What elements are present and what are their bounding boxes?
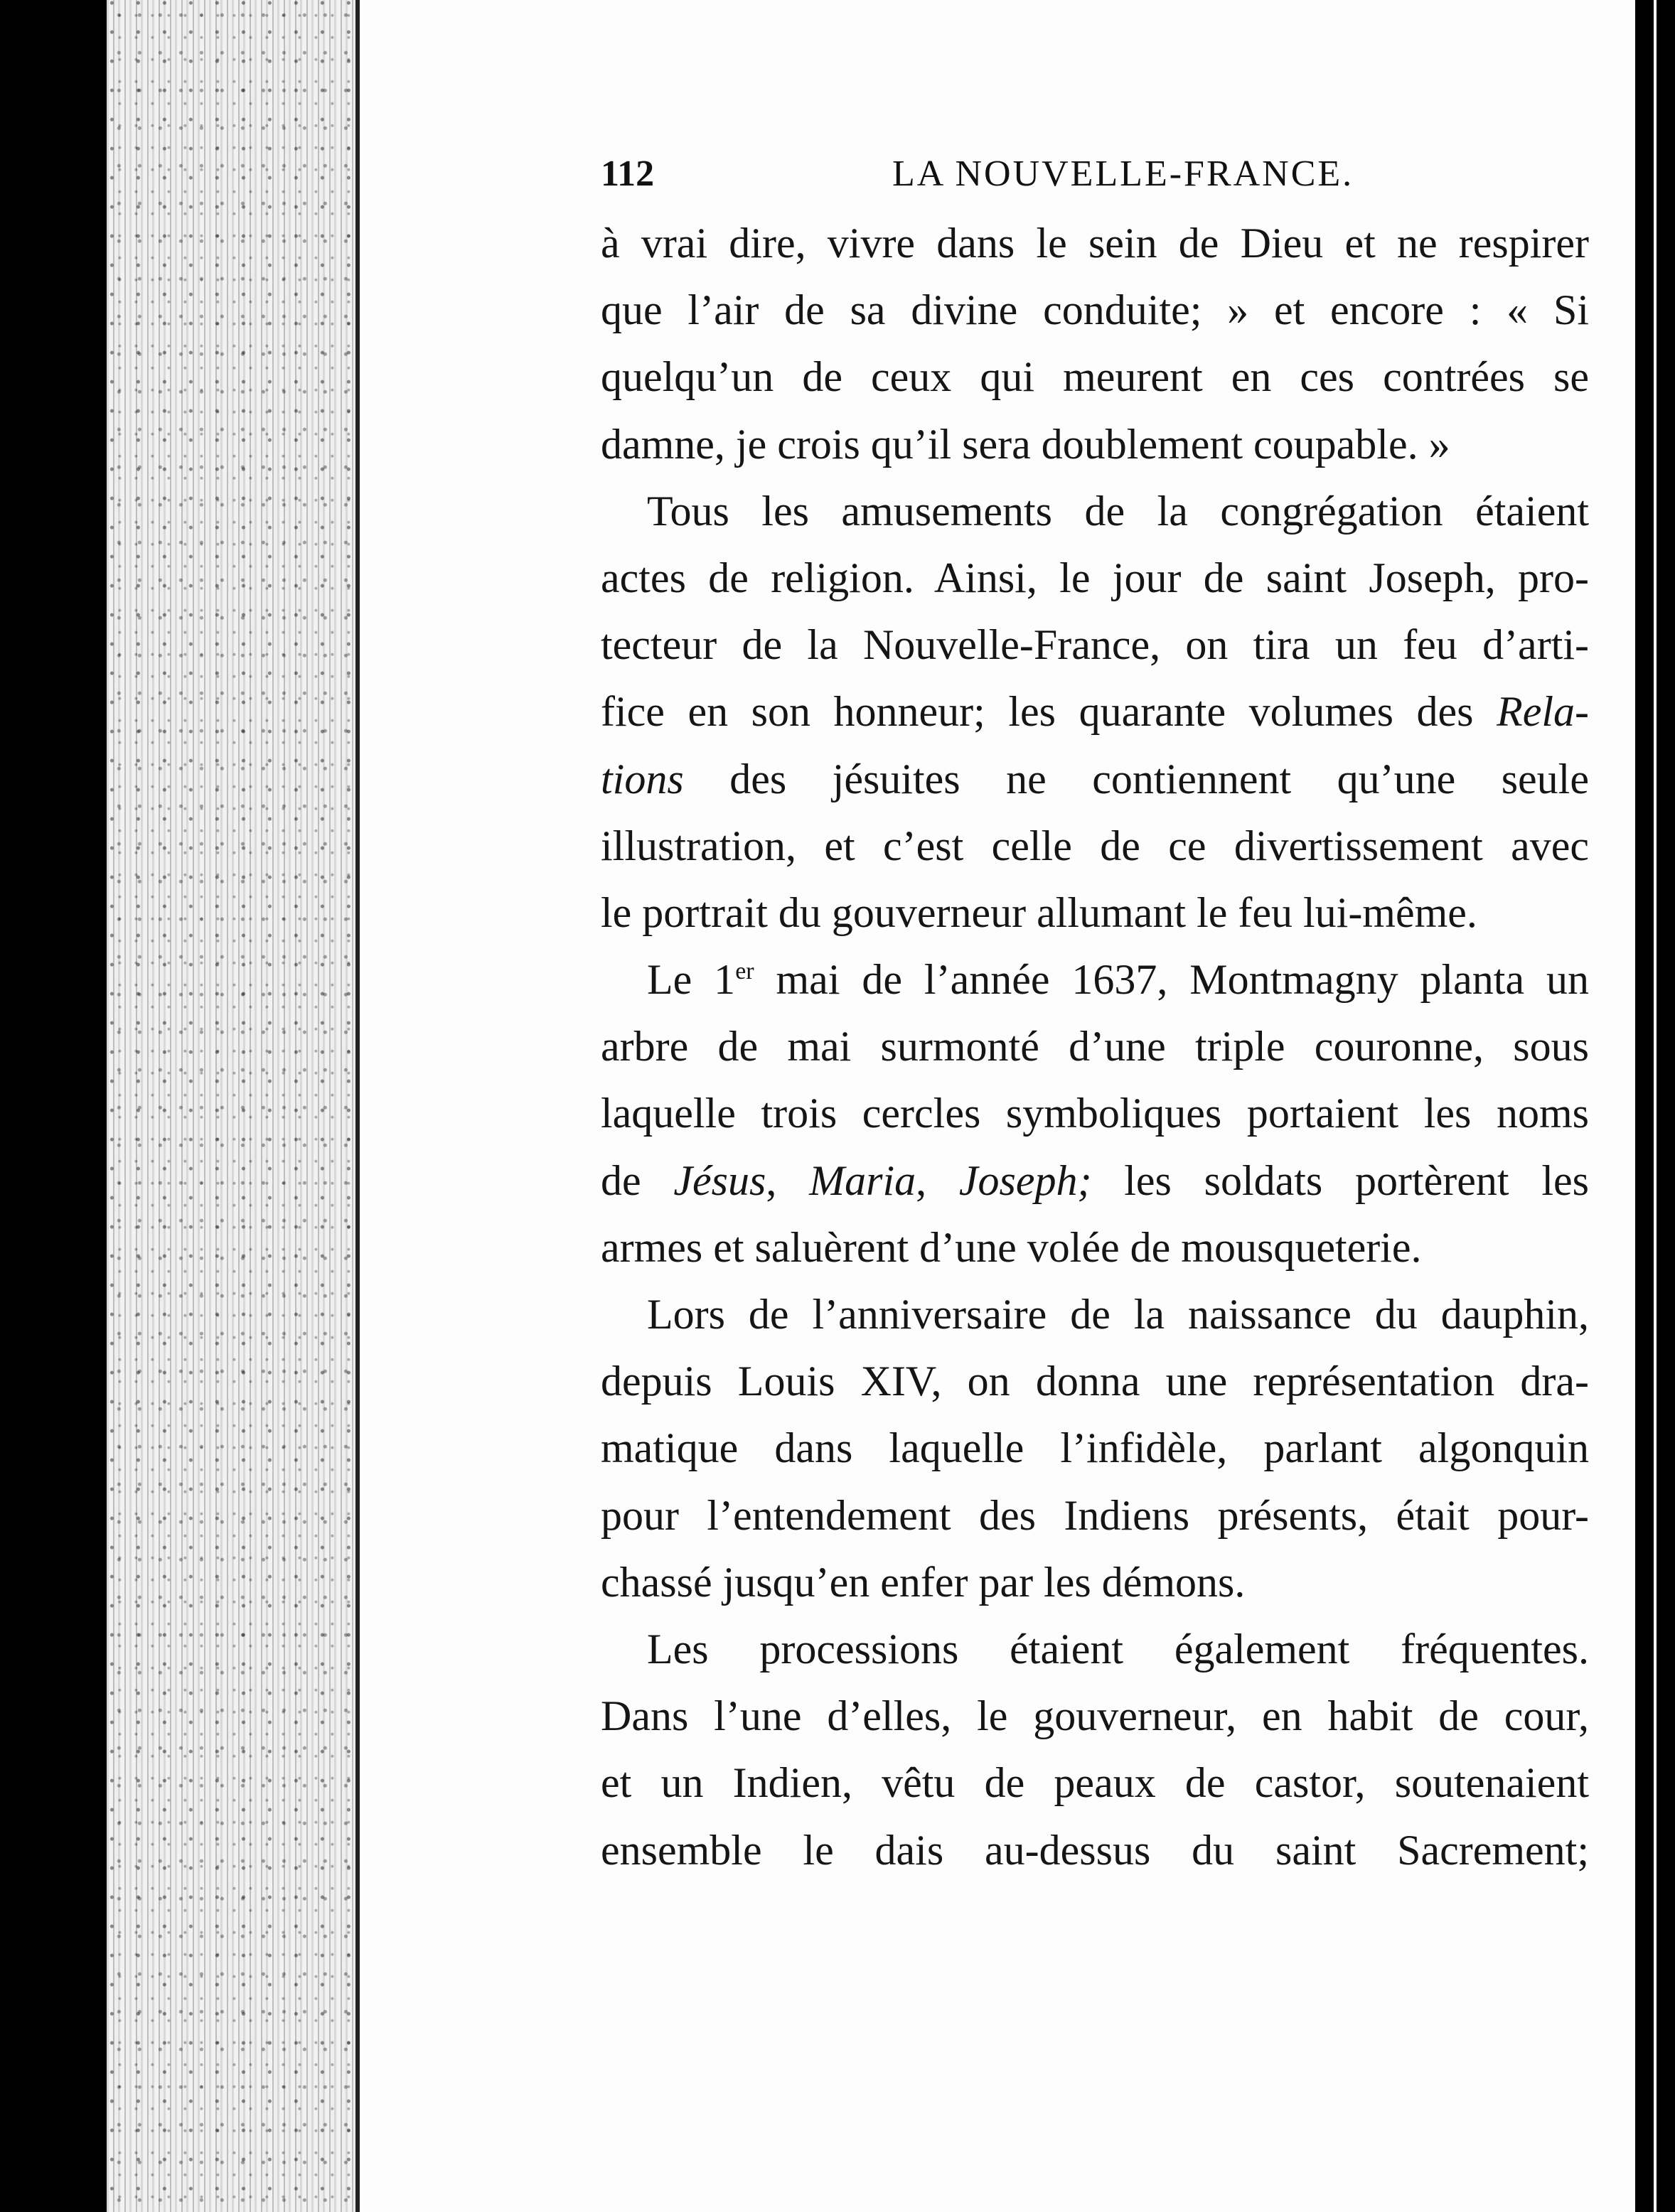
text-line: laquelle trois cercles symboliques portaient les noms (601, 1090, 1589, 1137)
superscript: er (735, 958, 754, 985)
body-text (601, 210, 1589, 1884)
italic-title: tions (601, 755, 684, 802)
italic-name: Maria (809, 1156, 916, 1204)
text-span: mai de l’année 1637, Montmagny planta un (754, 956, 1589, 1004)
text-line: pour l’entendement des Indiens présents, était pour- (601, 1491, 1589, 1539)
scan-border (1635, 0, 1675, 2212)
text-span: des jésuites ne contiennent qu’une seule (683, 755, 1589, 802)
text-line: actes de religion. Ainsi, le jour de saint Joseph, pro- (601, 554, 1589, 601)
text-line: arbre de mai surmonté d’une triple couronne, sous (601, 1023, 1589, 1070)
page-header (601, 153, 1589, 203)
text-line: ensemble le dais au-dessus du saint Sacrement; (601, 1826, 1589, 1874)
text-line (601, 1147, 1589, 1214)
italic-name: Joseph; (958, 1156, 1092, 1204)
paragraph (601, 1616, 1589, 1884)
text-line (601, 678, 1589, 745)
text-line: tecteur de la Nouvelle-France, on tira un feu d’arti- (601, 621, 1589, 669)
text-line: et un Indien, vêtu de peaux de castor, soutenaient (601, 1759, 1589, 1807)
paragraph (601, 478, 1589, 946)
text-line: damne, je crois qu’il sera doublement coupable. » (601, 420, 1450, 468)
paragraph (601, 210, 1589, 478)
text-line: chassé jusqu’en enfer par les démons. (601, 1558, 1246, 1606)
text-line: armes et saluèrent d’une volée de mousqueterie. (601, 1223, 1422, 1271)
text-line: quelqu’un de ceux qui meurent en ces contrées se (601, 353, 1589, 401)
text-line (601, 946, 1589, 1013)
paragraph (601, 1281, 1589, 1616)
text-span: , (766, 1156, 810, 1204)
running-title: LA NOUVELLE-FRANCE. (892, 154, 1354, 194)
page-number: 112 (601, 154, 655, 194)
italic-name: Jésus (673, 1156, 766, 1204)
text-line: Dans l’une d’elles, le gouverneur, en habit de cour, (601, 1692, 1589, 1740)
text-line: depuis Louis XIV, on donna une représentation dra- (601, 1358, 1589, 1405)
text-line: illustration, et c’est celle de ce divertissement avec (601, 822, 1589, 869)
text-line: Tous les amusements de la congrégation étaient (647, 487, 1589, 535)
paragraph (601, 946, 1589, 1281)
text-line (601, 746, 1589, 812)
text-line: Lors de l’anniversaire de la naissance du dauphin, (647, 1291, 1589, 1338)
text-span: fice en son honneur; les quarante volumes des (601, 688, 1497, 736)
book-page-edge (107, 0, 355, 2212)
text-line: le portrait du gouverneur allumant le feu lui-même. (601, 888, 1477, 936)
text-span: les soldats portèrent les (1091, 1156, 1589, 1204)
italic-title: Rela- (1497, 688, 1589, 736)
text-span: de (601, 1156, 674, 1204)
text-line: Les processions étaient également fréquentes. (647, 1625, 1589, 1673)
text-line: matique dans laquelle l’infidèle, parlant algonquin (601, 1424, 1589, 1472)
text-line: que l’air de sa divine conduite; » et encore : « Si (601, 286, 1589, 334)
text-span: , (916, 1156, 959, 1204)
text-line: à vrai dire, vivre dans le sein de Dieu et ne respirer (601, 220, 1589, 267)
text-span: Le 1 (647, 956, 736, 1004)
